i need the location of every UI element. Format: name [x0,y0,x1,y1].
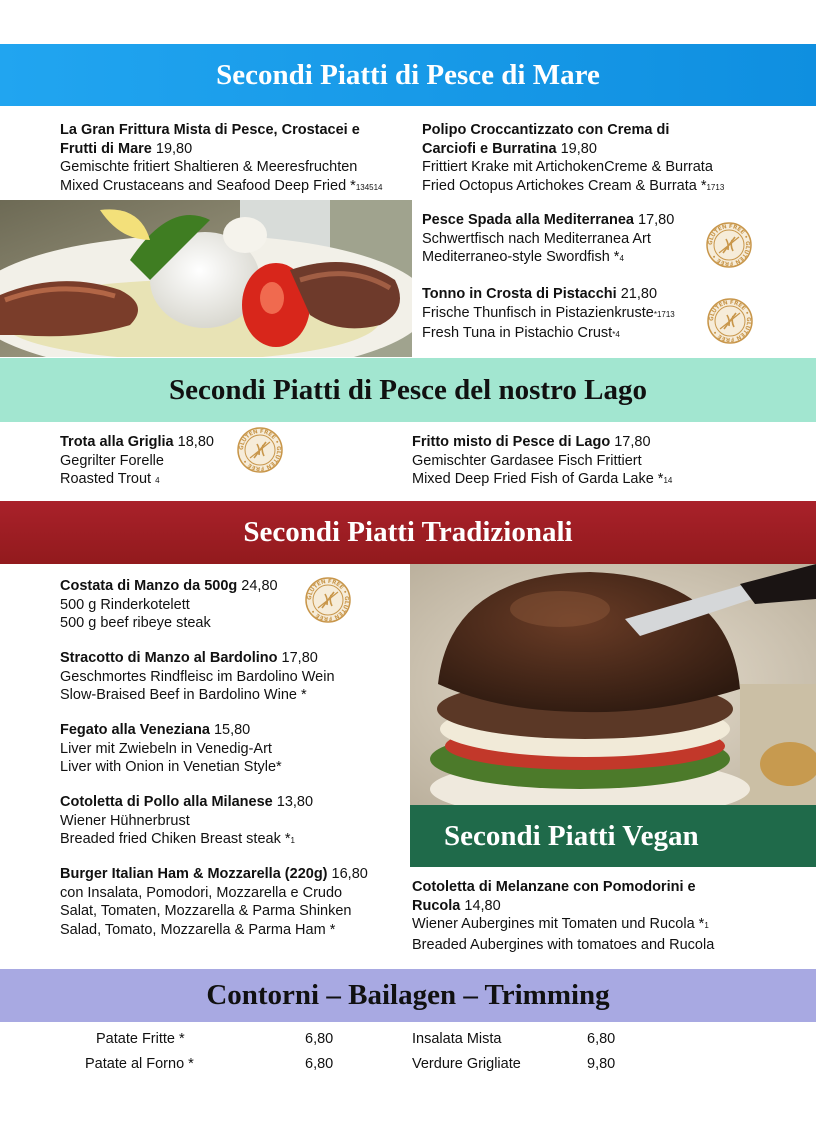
allergen-note: 1 [290,836,295,845]
item-name: Rucola [412,897,461,914]
menu-item-fegato [60,721,282,777]
section-header-mare [0,44,816,106]
item-name: Costata di Manzo da 500g [60,578,238,594]
item-desc-de: Frittiert Krake mit ArtichokenCreme & Burrata [422,159,713,175]
menu-item-trota [60,433,214,491]
item-desc-en: Breaded Aubergines with tomatoes and Rucola [412,936,715,953]
item-name: Pesce Spada alla Mediterranea [422,212,634,228]
side-dish-price: 6,80 [305,1031,334,1047]
allergen-note: *4 [612,330,620,339]
section-title-tradizionali: Secondi Piatti Tradizionali [243,516,573,548]
item-desc-en: Salad, Tomato, Mozzarella & Parma Ham * [60,921,336,938]
item-name: La Gran Frittura Mista di Pesce, Crostacei e [60,122,360,138]
side-dish-name: Patate Fritte * [96,1031,185,1047]
menu-item-fritto-lago [412,433,672,491]
allergen-note: 134514 [355,182,383,192]
item-price: 17,80 [638,212,675,228]
item-desc-de: Gegrilter Forelle [60,452,164,469]
item-price: 19,80 [155,140,193,157]
side-dish-name: Verdure Grigliate [412,1056,521,1072]
item-desc-en: Liver with Onion in Venetian Style* [60,759,282,775]
octopus-dish-photo [0,200,412,357]
item-name: Frutti di Mare [60,140,152,157]
svg-text:GLUTEN FREE • GLUTEN FREE •: GLUTEN FREE • GLUTEN FREE • [707,223,751,267]
item-price: 17,80 [614,434,651,450]
section-header-vegan [410,805,816,867]
menu-item-burger [60,865,368,939]
allergen-note: 1713 [706,182,725,192]
item-name: Fegato alla Veneziana [60,722,210,738]
item-price: 18,80 [177,434,214,450]
item-desc-de: Schwertfisch nach Mediterranea Art [422,230,651,247]
section-title-contorni: Contorni – Bailagen – Trimming [206,979,610,1011]
item-price: 14,80 [464,897,501,914]
item-name: Cotoletta di Melanzane con Pomodorini e [412,879,696,895]
side-dish-price: 6,80 [305,1056,334,1072]
side-dish-name: Insalata Mista [412,1031,502,1047]
item-desc-en: Slow-Braised Beef in Bardolino Wine * [60,687,307,703]
item-desc-it: con Insalata, Pomodori, Mozzarella e Crudo [60,884,343,901]
menu-item-frittura [60,121,383,197]
octopus-dish-illustration [0,200,412,357]
gluten-free-seal-icon [707,298,753,344]
gluten-free-seal-icon [706,222,752,268]
svg-text:GLUTEN FREE • GLUTEN FREE •: GLUTEN FREE • GLUTEN FREE • [238,428,282,472]
item-desc-de: Geschmortes Rindfleisc im Bardolino Wein [60,668,335,685]
item-desc-de: Wiener Hühnerbrust [60,812,190,829]
item-price: 24,80 [241,578,278,594]
item-desc-de: Gemischter Gardasee Fisch Frittiert [412,452,642,469]
menu-item-tonno [422,285,675,345]
section-header-tradizionali [0,501,816,564]
item-desc-de: Wiener Aubergines mit Tomaten und Rucola * [412,916,705,932]
item-name: Tonno in Crosta di Pistacchi [422,286,617,302]
item-price: 15,80 [213,722,251,738]
burger-illustration [410,564,816,805]
allergen-note: 14 [663,476,673,485]
menu-item-spada [422,211,674,269]
svg-text:GLUTEN FREE • GLUTEN FREE •: GLUTEN FREE • GLUTEN FREE • [306,578,350,622]
menu-item-stracotto [60,649,335,705]
menu-item-polipo [422,121,724,197]
item-desc-en: 500 g beef ribeye steak [60,615,211,631]
item-name: Burger Italian Ham & Mozzarella (220g) [60,866,328,882]
item-price: 16,80 [331,866,368,882]
item-desc-en: Mixed Deep Fried Fish of Garda Lake * [412,471,664,487]
item-desc-de: Liver mit Zwiebeln in Venedig-Art [60,740,272,757]
item-desc-en: Mediterraneo-style Swordfish * [422,249,620,265]
svg-text:GLUTEN FREE • GLUTEN FREE •: GLUTEN FREE • GLUTEN FREE • [708,299,752,343]
section-title-mare: Secondi Piatti di Pesce di Mare [216,58,600,91]
side-dish-price: 9,80 [587,1056,616,1072]
allergen-note: 4 [155,476,160,485]
section-title-vegan: Secondi Piatti Vegan [444,819,699,852]
allergen-note: *1713 [653,309,675,319]
section-header-lago [0,358,816,422]
item-desc-de: Gemischte fritiert Shaltieren & Meeresfruchten [60,159,358,175]
item-name: Carciofi e Burratina [422,140,557,157]
section-title-lago: Secondi Piatti di Pesce del nostro Lago [169,373,647,406]
item-desc-en: Breaded fried Chiken Breast steak * [60,831,291,847]
item-name: Fritto misto di Pesce di Lago [412,434,611,450]
item-price: 19,80 [560,140,597,157]
allergen-note: 4 [619,254,624,263]
item-desc-en: Roasted Trout [60,471,152,487]
gluten-free-seal-icon [237,427,283,473]
item-price: 17,80 [281,650,318,666]
side-dish-price: 6,80 [587,1031,616,1047]
item-name: Polipo Croccantizzato con Crema di [422,122,670,138]
item-desc-en: Fried Octopus Artichokes Cream & Burrata * [422,177,707,194]
item-name: Trota alla Griglia [60,434,174,450]
menu-item-costata [60,577,278,633]
item-name: Stracotto di Manzo al Bardolino [60,650,278,666]
item-desc-en: Fresh Tuna in Pistachio Crust [422,325,613,341]
item-desc-de: Salat, Tomaten, Mozzarella & Parma Shinken [60,903,352,919]
menu-item-melanzane [412,878,714,954]
item-price: 21,80 [620,286,658,302]
side-dish-name: Patate al Forno * [85,1056,194,1072]
item-name: Cotoletta di Pollo alla Milanese [60,794,273,810]
burger-photo [410,564,816,805]
allergen-note: 1 [704,921,709,930]
item-desc-de: Frische Thunfisch in Pistazienkruste [422,304,654,321]
item-desc-en: Mixed Crustaceans and Seafood Deep Fried * [60,177,356,194]
section-header-contorni [0,969,816,1022]
gluten-free-seal-icon [305,577,351,623]
item-price: 13,80 [276,794,314,810]
item-desc-de: 500 g Rinderkotelett [60,596,190,613]
menu-item-cotoletta [60,793,313,851]
